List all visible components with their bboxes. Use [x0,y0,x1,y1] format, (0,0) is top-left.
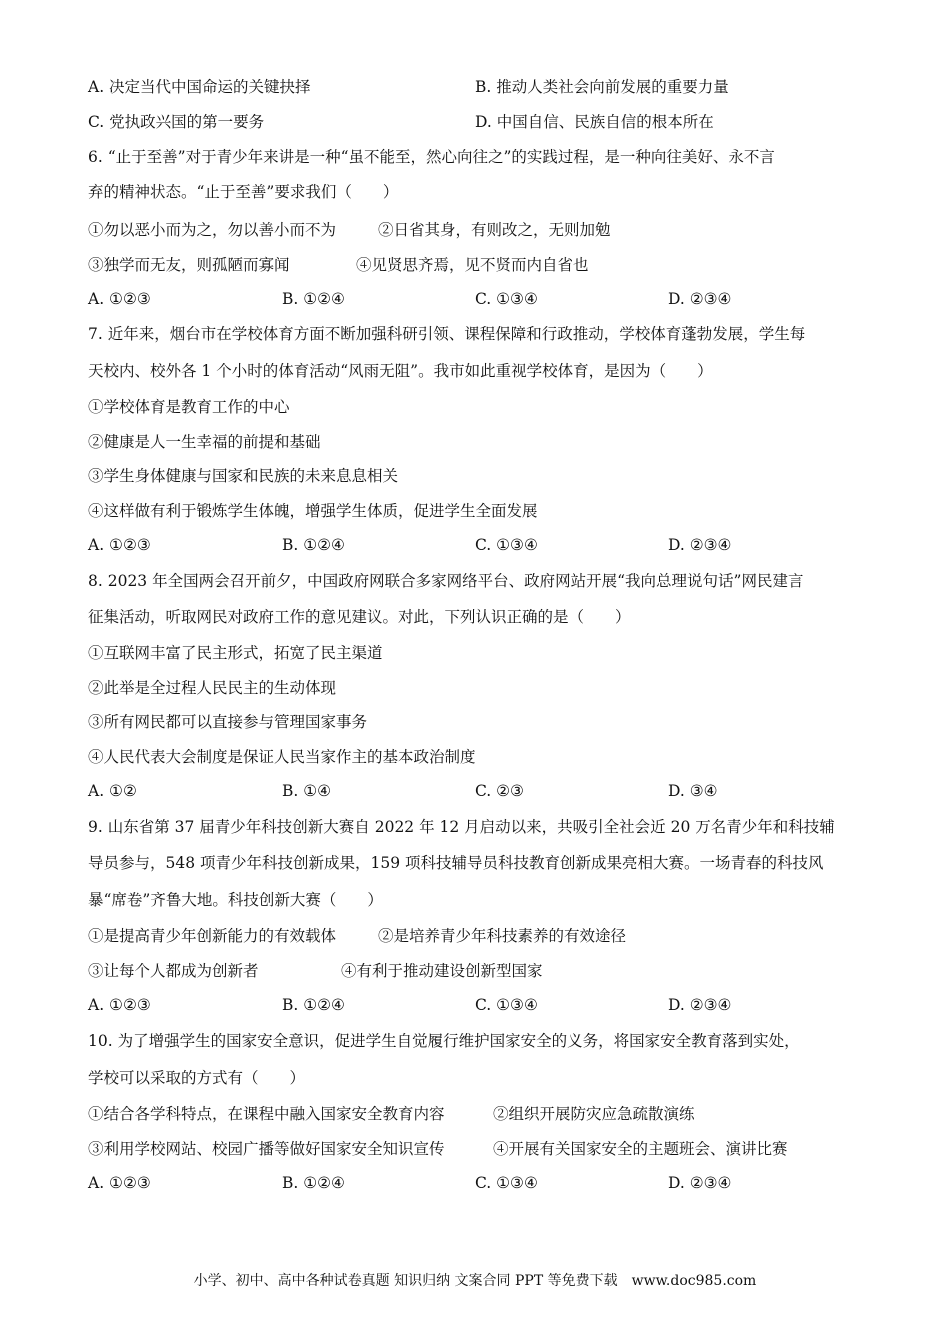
q6-stem-line: 弃的精神状态。“止于至善”要求我们（ ） [88,183,399,201]
q9-option-a: A. ①②③ [88,996,151,1014]
page-footer [0,1270,950,1290]
q9-stem-line: 导员参与，548 项青少年科技创新成果，159 项科技辅导员科技教育创新成果亮相大赛。一场青春的科技风 [88,854,824,872]
q7-option-d: D. ②③④ [668,536,732,554]
q8-option-b: B. ①④ [282,782,332,800]
q5-option-d: D. 中国自信、民族自信的根本所在 [475,113,714,131]
q10-option-a: A. ①②③ [88,1174,151,1192]
q6-option-d: D. ②③④ [668,290,732,308]
q10-stem-line: 学校可以采取的方式有（ ） [88,1069,306,1087]
q6-item-1: ①勿以恶小而为之，勿以善小而不为 [88,221,337,239]
q9-option-c: C. ①③④ [475,996,538,1014]
q9-stem-line: 9. 山东省第 37 届青少年科技创新大赛自 2022 年 12 月启动以来，共吸引全社会近 20 万名青少年和科技辅 [88,818,835,836]
q10-option-c: C. ①③④ [475,1174,538,1192]
footer-text: 小学、初中、高中各种试卷真题 知识归纳 文案合同 PPT 等免费下载 [193,1273,618,1289]
q7-item-3: ③学生身体健康与国家和民族的未来息息相关 [88,467,399,485]
q8-stem-line: 征集活动，听取网民对政府工作的意见建议。对此，下列认识正确的是（ ） [88,608,631,626]
q8-option-a: A. ①② [88,782,137,800]
q9-item-3: ③让每个人都成为创新者 [88,962,259,980]
q10-stem-line: 10. 为了增强学生的国家安全意识，促进学生自觉履行维护国家安全的义务，将国家安全教育落到实处， [88,1032,800,1050]
q7-item-4: ④这样做有利于锻炼学生体魄，增强学生体质，促进学生全面发展 [88,502,538,520]
q8-option-c: C. ②③ [475,782,524,800]
q8-stem-line: 8. 2023 年全国两会召开前夕，中国政府网联合多家网络平台、政府网站开展“我向总理说句话”网民建言 [88,572,804,590]
q8-option-d: D. ③④ [668,782,718,800]
q10-item-3: ③利用学校网站、校园广播等做好国家安全知识宣传 [88,1140,445,1158]
q7-item-1: ①学校体育是教育工作的中心 [88,398,290,416]
q5-option-c: C. 党执政兴国的第一要务 [88,113,265,131]
q8-item-1: ①互联网丰富了民主形式，拓宽了民主渠道 [88,644,383,662]
q6-item-3: ③独学而无友，则孤陋而寡闻 [88,256,290,274]
q7-option-c: C. ①③④ [475,536,538,554]
q9-option-d: D. ②③④ [668,996,732,1014]
q6-option-c: C. ①③④ [475,290,538,308]
q9-item-1: ①是提高青少年创新能力的有效载体 [88,927,337,945]
q9-item-2: ②是培养青少年科技素养的有效途径 [378,927,627,945]
q7-option-b: B. ①②④ [282,536,345,554]
q6-item-2: ②日省其身，有则改之，无则加勉 [378,221,611,239]
q10-item-4: ④开展有关国家安全的主题班会、演讲比赛 [493,1140,788,1158]
q6-option-a: A. ①②③ [88,290,151,308]
q8-item-4: ④人民代表大会制度是保证人民当家作主的基本政治制度 [88,748,476,766]
q7-stem-line: 7. 近年来，烟台市在学校体育方面不断加强科研引领、课程保障和行政推动，学校体育蓬勃发展，学生每 [88,325,806,343]
q10-item-1: ①结合各学科特点，在课程中融入国家安全教育内容 [88,1105,445,1123]
q6-stem-line: 6. “止于至善”对于青少年来讲是一种“虽不能至，然心向往之”的实践过程，是一种向往美好、永不言 [88,148,775,166]
q7-item-2: ②健康是人一生幸福的前提和基础 [88,433,321,451]
q10-option-d: D. ②③④ [668,1174,732,1192]
q5-option-b: B. 推动人类社会向前发展的重要力量 [475,78,729,96]
q10-item-2: ②组织开展防灾应急疏散演练 [493,1105,695,1123]
q5-option-a: A. 决定当代中国命运的关键抉择 [88,78,311,96]
q9-option-b: B. ①②④ [282,996,345,1014]
q9-item-4: ④有利于推动建设创新型国家 [341,962,543,980]
q6-item-4: ④见贤思齐焉，见不贤而内自省也 [356,256,589,274]
q6-option-b: B. ①②④ [282,290,345,308]
footer-link[interactable]: www.doc985.com [631,1273,757,1289]
q7-stem-line: 天校内、校外各 1 个小时的体育活动“风雨无阻”。我市如此重视学校体育，是因为（ ） [88,362,713,380]
q8-item-3: ③所有网民都可以直接参与管理国家事务 [88,713,368,731]
q9-stem-line: 暴“席卷”齐鲁大地。科技创新大赛（ ） [88,891,383,909]
q10-option-b: B. ①②④ [282,1174,345,1192]
q8-item-2: ②此举是全过程人民民主的生动体现 [88,679,337,697]
q7-option-a: A. ①②③ [88,536,151,554]
